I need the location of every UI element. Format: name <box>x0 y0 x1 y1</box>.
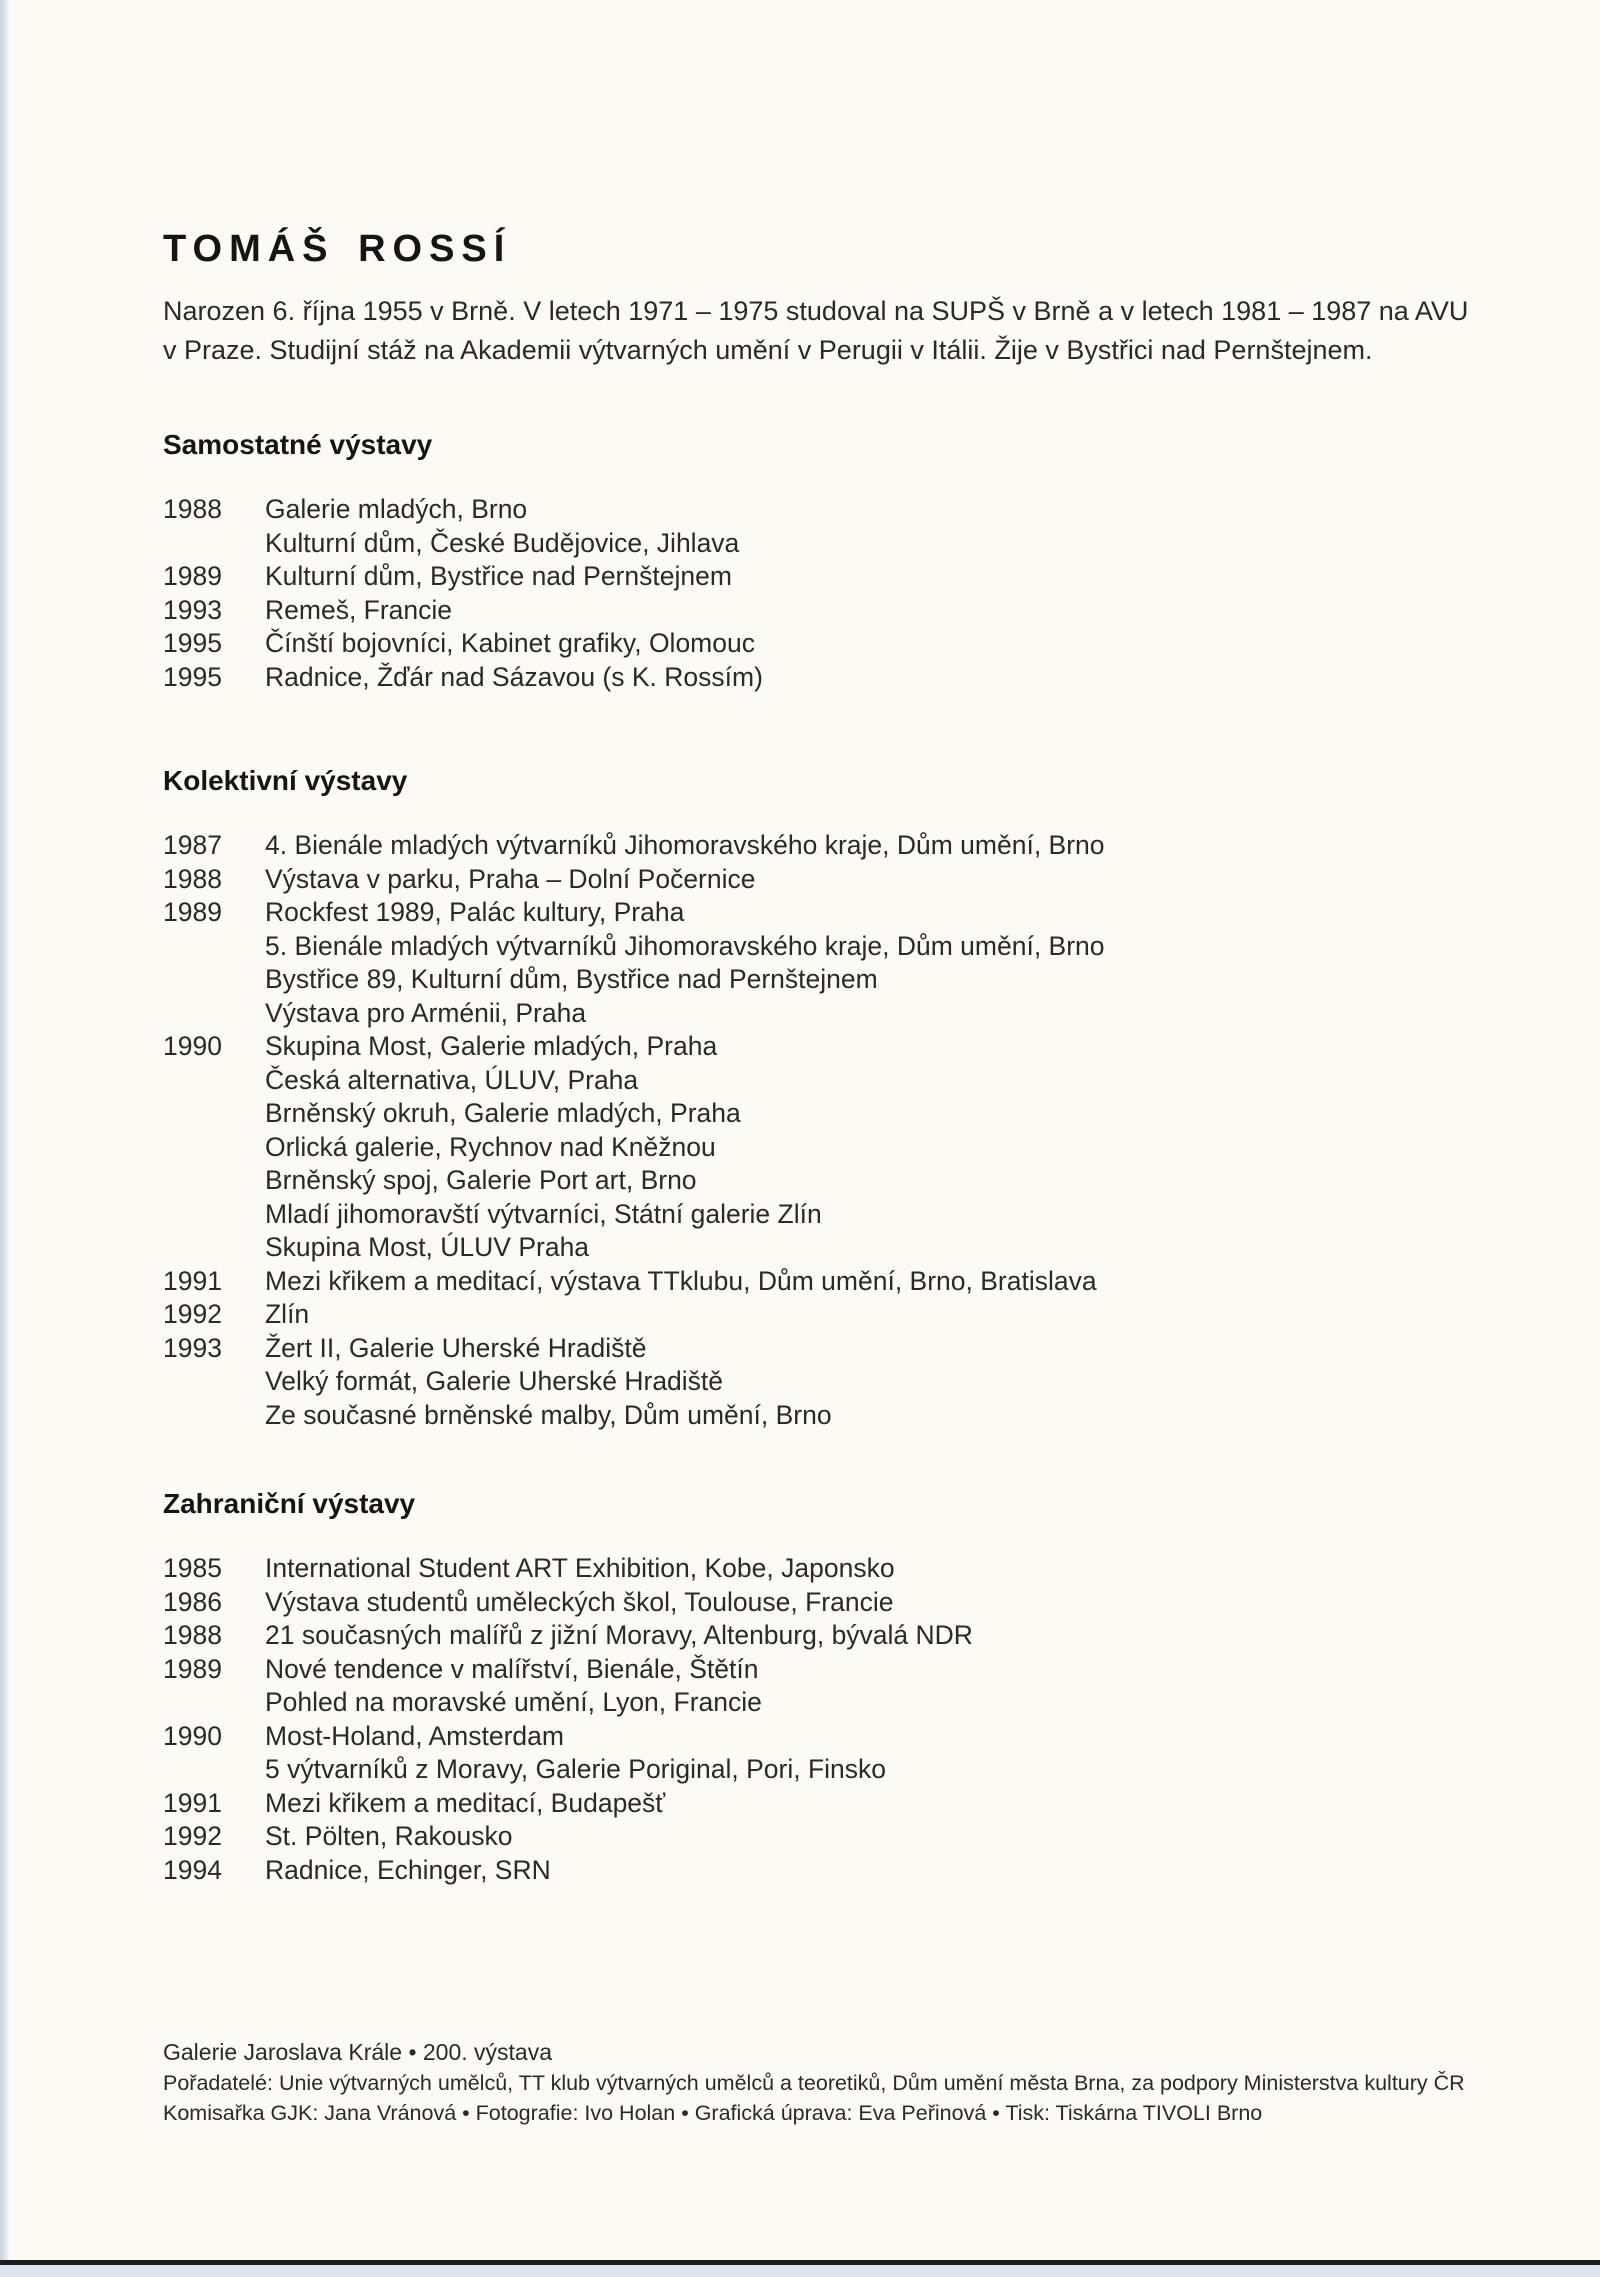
exhibition-row <box>163 1586 1450 1620</box>
exhibition-row <box>163 1030 1450 1064</box>
exhibition-row <box>163 1653 1450 1687</box>
biography-line-2: v Praze. Studijní stáž na Akademii výtvarných umění v Perugii v Itálii. Žije v Bystřici nad Pernštejnem. <box>163 335 1373 365</box>
exhibition-year: 1989 <box>163 561 222 591</box>
exhibition-year: 1993 <box>163 1332 222 1363</box>
exhibition-description: International Student ART Exhibition, Kobe, Japonsko <box>265 1553 895 1583</box>
exhibition-year <box>163 930 265 964</box>
exhibition-row <box>163 1365 1450 1399</box>
exhibition-row <box>163 1265 1450 1299</box>
exhibition-description: 5. Bienále mladých výtvarníků Jihomoravského kraje, Dům umění, Brno <box>265 930 1105 961</box>
exhibition-year: 1992 <box>163 1821 222 1851</box>
section-heading: Kolektivní výstavy <box>163 765 408 796</box>
gallery-exhibition-number-line: Galerie Jaroslava Krále • 200. výstava <box>163 2039 553 2065</box>
exhibition-row <box>163 829 1450 863</box>
exhibition-description: Čínští bojovníci, Kabinet grafiky, Olomouc <box>265 628 755 658</box>
exhibition-description: Česká alternativa, ÚLUV, Praha <box>265 1064 639 1095</box>
exhibition-section <box>163 428 1450 694</box>
exhibition-year: 1991 <box>163 1265 222 1296</box>
exhibition-row <box>163 963 1450 997</box>
exhibition-description: Mladí jihomoravští výtvarníci, Státní galerie Zlín <box>265 1198 822 1229</box>
exhibition-description: 21 současných malířů z jižní Moravy, Altenburg, bývalá NDR <box>265 1620 973 1650</box>
exhibition-row <box>163 1332 1450 1366</box>
exhibition-row <box>163 930 1450 964</box>
exhibition-row <box>163 1552 1450 1586</box>
exhibition-description: Zlín <box>265 1299 310 1329</box>
exhibition-section <box>163 764 1450 1432</box>
exhibition-description: Ze současné brněnské malby, Dům umění, Brno <box>265 1399 832 1430</box>
exhibition-year: 1995 <box>163 628 222 658</box>
exhibition-row <box>163 560 1450 594</box>
exhibition-row <box>163 1686 1450 1720</box>
exhibition-description: Nové tendence v malířství, Bienále, Štětín <box>265 1653 759 1684</box>
exhibition-row <box>163 896 1450 930</box>
exhibition-row <box>163 997 1450 1031</box>
biography-paragraph <box>163 292 1469 370</box>
exhibition-description: Mezi křikem a meditací, Budapešť <box>265 1787 666 1818</box>
exhibition-year: 1990 <box>163 1720 222 1751</box>
exhibition-row <box>163 1753 1450 1787</box>
section-heading: Samostatné výstavy <box>163 429 433 460</box>
exhibition-row <box>163 661 1450 695</box>
exhibition-year <box>163 527 265 561</box>
exhibition-year <box>163 997 265 1031</box>
exhibition-year <box>163 1753 265 1787</box>
exhibition-row <box>163 1720 1450 1754</box>
organizers-line: Pořadatelé: Unie výtvarných umělců, TT klub výtvarných umělců a teoretiků, Dům umění města Brna, za podpory Ministerstva kultury ČR <box>163 2071 1465 2095</box>
exhibition-description: Kulturní dům, Bystřice nad Pernštejnem <box>265 561 732 591</box>
exhibition-list <box>163 493 1450 694</box>
exhibition-description: Brněnský okruh, Galerie mladých, Praha <box>265 1098 741 1128</box>
exhibition-description: Most-Holand, Amsterdam <box>265 1720 564 1751</box>
exhibition-list <box>163 1552 1450 1887</box>
exhibition-year: 1990 <box>163 1031 222 1061</box>
exhibition-year: 1986 <box>163 1586 222 1617</box>
exhibition-description: Kulturní dům, České Budějovice, Jihlava <box>265 527 740 558</box>
exhibition-row <box>163 1787 1450 1821</box>
exhibition-description: Výstava studentů uměleckých škol, Toulouse, Francie <box>265 1586 894 1617</box>
exhibition-row <box>163 1231 1450 1265</box>
exhibition-list <box>163 829 1450 1432</box>
exhibition-section <box>163 1487 1450 1887</box>
exhibition-description: 5 výtvarníků z Moravy, Galerie Poriginal, Pori, Finsko <box>265 1754 887 1784</box>
credits-line: Komisařka GJK: Jana Vránová • Fotografie: Ivo Holan • Grafická úprava: Eva Peřinová • Tisk: Tiskárna TIVOLI Brno <box>163 2101 1263 2125</box>
exhibition-description: 4. Bienále mladých výtvarníků Jihomoravského kraje, Dům umění, Brno <box>265 830 1105 860</box>
exhibition-row <box>163 1131 1450 1165</box>
exhibition-year: 1985 <box>163 1553 222 1583</box>
exhibition-description: Skupina Most, ÚLUV Praha <box>265 1232 590 1262</box>
exhibition-row <box>163 1854 1450 1888</box>
exhibition-year <box>163 1164 265 1198</box>
exhibition-year <box>163 1365 265 1399</box>
exhibition-row <box>163 1064 1450 1098</box>
exhibition-description: Výstava pro Arménii, Praha <box>265 997 587 1028</box>
exhibition-year: 1989 <box>163 1653 222 1684</box>
exhibition-year: 1988 <box>163 1620 222 1650</box>
exhibition-row <box>163 1198 1450 1232</box>
exhibition-year: 1988 <box>163 863 222 894</box>
exhibition-description: Mezi křikem a meditací, výstava TTklubu, Dům umění, Brno, Bratislava <box>265 1265 1097 1296</box>
exhibition-year: 1994 <box>163 1854 222 1885</box>
exhibition-row <box>163 493 1450 527</box>
exhibition-sections <box>163 428 1450 1887</box>
exhibition-year: 1995 <box>163 661 222 692</box>
exhibition-row <box>163 1619 1450 1653</box>
exhibition-year: 1988 <box>163 494 222 524</box>
exhibition-row <box>163 527 1450 561</box>
exhibition-description: Radnice, Echinger, SRN <box>265 1854 551 1885</box>
exhibition-description: Radnice, Žďár nad Sázavou (s K. Rossím) <box>265 661 763 692</box>
exhibition-year: 1989 <box>163 897 222 927</box>
colophon <box>163 2037 1465 2127</box>
scan-background-bottom <box>0 2265 1600 2277</box>
exhibition-description: Orlická galerie, Rychnov nad Kněžnou <box>265 1131 716 1162</box>
exhibition-row <box>163 1298 1450 1332</box>
exhibition-year <box>163 1198 265 1232</box>
exhibition-year <box>163 1097 265 1131</box>
exhibition-description: Skupina Most, Galerie mladých, Praha <box>265 1031 718 1061</box>
exhibition-row <box>163 594 1450 628</box>
exhibition-description: Velký formát, Galerie Uherské Hradiště <box>265 1366 724 1396</box>
exhibition-row <box>163 1097 1450 1131</box>
exhibition-description: Žert II, Galerie Uherské Hradiště <box>265 1332 647 1363</box>
exhibition-year <box>163 1686 265 1720</box>
exhibition-description: Rockfest 1989, Palác kultury, Praha <box>265 897 685 927</box>
page-title: TOMÁŠ ROSSÍ <box>163 228 512 270</box>
exhibition-description: Galerie mladých, Brno <box>265 494 528 524</box>
exhibition-row <box>163 1399 1450 1433</box>
exhibition-row <box>163 1820 1450 1854</box>
exhibition-year: 1987 <box>163 830 222 860</box>
exhibition-row <box>163 1164 1450 1198</box>
exhibition-description: Výstava v parku, Praha – Dolní Počernice <box>265 863 756 894</box>
biography-line-1: Narozen 6. října 1955 v Brně. V letech 1971 – 1975 studoval na SUPŠ v Brně a v letech 1981 – 1987 na AVU <box>163 296 1469 326</box>
exhibition-year <box>163 1131 265 1165</box>
exhibition-year <box>163 1064 265 1098</box>
exhibition-year: 1993 <box>163 594 222 625</box>
exhibition-year: 1992 <box>163 1299 222 1329</box>
exhibition-year: 1991 <box>163 1787 222 1818</box>
exhibition-year <box>163 1399 265 1433</box>
exhibition-year <box>163 1231 265 1265</box>
exhibition-row <box>163 863 1450 897</box>
exhibition-year <box>163 963 265 997</box>
exhibition-description: Brněnský spoj, Galerie Port art, Brno <box>265 1165 697 1195</box>
exhibition-description: Bystřice 89, Kulturní dům, Bystřice nad Pernštejnem <box>265 964 878 994</box>
exhibition-row <box>163 627 1450 661</box>
section-heading: Zahraniční výstavy <box>163 1488 416 1519</box>
exhibition-description: Remeš, Francie <box>265 594 453 625</box>
exhibition-description: Pohled na moravské umění, Lyon, Francie <box>265 1687 762 1717</box>
exhibition-description: St. Pölten, Rakousko <box>265 1821 513 1851</box>
